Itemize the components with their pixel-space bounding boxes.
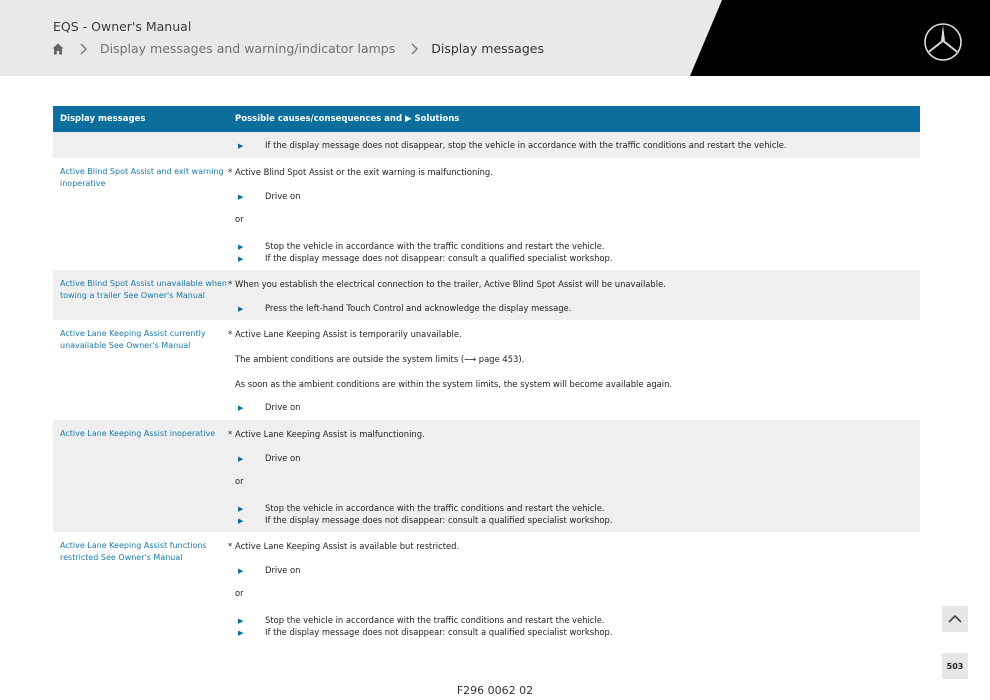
solution-text: If the display message does not disappear: consult a qualified specialist workshop.: [265, 253, 613, 263]
chevron-right-icon: [78, 43, 88, 55]
breadcrumb: [52, 41, 544, 56]
chevron-right-icon: [409, 43, 419, 55]
or-text: or: [235, 476, 244, 486]
column-header-display-messages: Display messages: [60, 114, 146, 124]
table-row: [53, 158, 920, 270]
solution-arrow-icon: ▶: [238, 142, 244, 150]
breadcrumb-current: Display messages: [431, 41, 544, 56]
document-code: F296 0062 02: [456, 684, 534, 697]
column-header-causes-solutions: Possible causes/consequences and ▶ Solutions: [235, 114, 460, 124]
table-row: [53, 420, 920, 532]
page-number-button[interactable]: 503: [942, 653, 968, 679]
solution-text: Stop the vehicle in accordance with the traffic conditions and restart the vehicle.: [265, 615, 605, 625]
cause-text: * Active Lane Keeping Assist is malfunctioning.: [228, 429, 425, 439]
table-row: [53, 532, 920, 644]
display-message-link[interactable]: Active Lane Keeping Assist currently unavailable See Owner's Manual: [60, 329, 206, 350]
solution-text: Drive on: [265, 402, 301, 412]
scroll-to-top-button[interactable]: [942, 606, 968, 632]
cause-text: * Active Blind Spot Assist or the exit warning is malfunctioning.: [228, 167, 493, 177]
cause-text: * When you establish the electrical connection to the trailer, Active Blind Spot Assist will be unavailable.: [228, 279, 666, 289]
solution-text: If the display message does not disappear, stop the vehicle in accordance with the traffic conditions and restart the vehicle.: [265, 140, 787, 150]
solution-arrow-icon: ▶: [238, 567, 244, 575]
breadcrumb-link-display-messages-and-lamps[interactable]: Display messages and warning/indicator lamps: [100, 41, 396, 56]
solution-arrow-icon: ▶: [238, 455, 244, 463]
solution-text: Drive on: [265, 565, 301, 575]
solution-arrow-icon: ▶: [238, 629, 244, 637]
table-row: [53, 132, 920, 158]
solution-arrow-icon: ▶: [238, 255, 244, 263]
cause-detail-text: As soon as the ambient conditions are within the system limits, the system will become available again.: [235, 379, 673, 389]
table-header: [53, 106, 920, 132]
display-message-link[interactable]: Active Blind Spot Assist and exit warning inoperative: [60, 167, 224, 188]
display-message-link[interactable]: Active Blind Spot Assist unavailable when towing a trailer See Owner's Manual: [60, 279, 227, 300]
home-icon[interactable]: [52, 43, 64, 55]
app-title: EQS - Owner's Manual: [53, 19, 192, 34]
table-row: [53, 320, 920, 420]
solution-text: If the display message does not disappear: consult a qualified specialist workshop.: [265, 515, 613, 525]
table-row: [53, 270, 920, 320]
solution-text: Stop the vehicle in accordance with the traffic conditions and restart the vehicle.: [265, 503, 605, 513]
solution-arrow-icon: ▶: [238, 617, 244, 625]
cause-text: * Active Lane Keeping Assist is available but restricted.: [228, 541, 460, 551]
solution-arrow-icon: ▶: [238, 404, 244, 412]
display-message-link[interactable]: Active Lane Keeping Assist functions restricted See Owner's Manual: [60, 541, 207, 562]
or-text: or: [235, 588, 244, 598]
solution-arrow-icon: ▶: [238, 243, 244, 251]
display-messages-table: [53, 106, 920, 644]
cause-detail-text: The ambient conditions are outside the system limits (⟶ page 453).: [235, 354, 525, 364]
solution-text: Press the left-hand Touch Control and acknowledge the display message.: [265, 303, 572, 313]
or-text: or: [235, 214, 244, 224]
solution-text: If the display message does not disappear: consult a qualified specialist workshop.: [265, 627, 613, 637]
solution-arrow-icon: ▶: [238, 305, 244, 313]
display-message-link[interactable]: Active Lane Keeping Assist inoperative: [60, 429, 216, 438]
solution-arrow-icon: ▶: [238, 517, 244, 525]
solution-text: Drive on: [265, 191, 301, 201]
solution-arrow-icon: ▶: [238, 193, 244, 201]
solution-arrow-icon: ▶: [238, 505, 244, 513]
cause-text: * Active Lane Keeping Assist is temporarily unavailable.: [228, 329, 462, 339]
chevron-up-icon: [948, 614, 962, 624]
solution-text: Drive on: [265, 453, 301, 463]
display-message-label: [53, 132, 235, 158]
solution-text: Stop the vehicle in accordance with the traffic conditions and restart the vehicle.: [265, 241, 605, 251]
mercedes-star-logo[interactable]: [923, 22, 963, 62]
